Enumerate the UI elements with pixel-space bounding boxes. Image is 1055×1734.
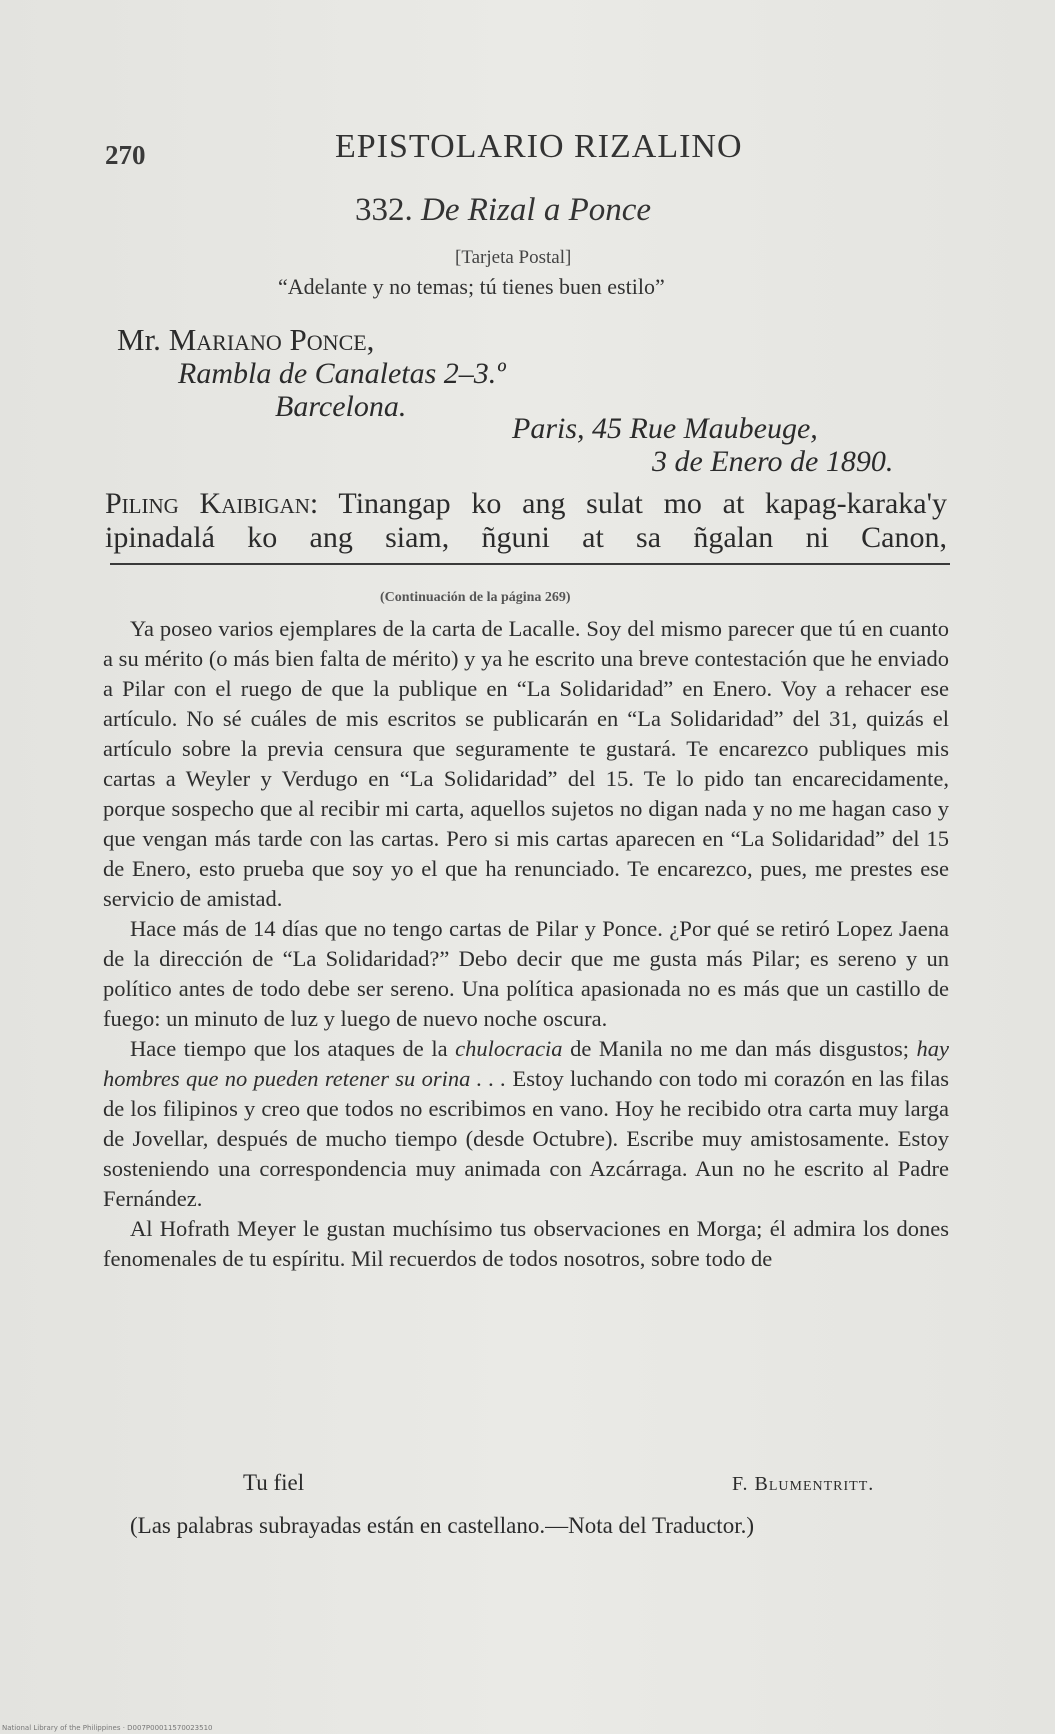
date-line: 3 de Enero de 1890. [652, 445, 894, 478]
signature: F. Blumentritt. [732, 1473, 875, 1495]
paragraph-3 [103, 1034, 949, 1214]
paragraph-4: Al Hofrath Meyer le gustan muchísimo tus observaciones en Morga; él admira los dones fenomenales de tu espíritu. Mil recuerdos de todos nosotros, sobre todo de [103, 1216, 949, 1271]
page-number: 270 [105, 140, 146, 170]
paragraph-3-text-b: de Manila no me dan más disgustos; [570, 1036, 909, 1061]
translator-note: (Las palabras subrayadas están en castellano.—Nota del Traductor.) [130, 1513, 754, 1538]
letter-number: 332. [355, 192, 413, 228]
paragraph-3-italic-b: hay hombres que no pueden retener su orina . . . [103, 1036, 950, 1091]
address-line-name [117, 322, 374, 358]
divider-rule [110, 563, 950, 565]
paragraph-3-text-a: Hace tiempo que los ataques de la [130, 1036, 448, 1061]
paragraph-3-italic-a: chulocracia [455, 1036, 563, 1061]
paragraph-1: Ya poseo varios ejemplares de la carta de Lacalle. Soy del mismo parecer que tú en cuanto a su mérito (o más bien falta de mérito) y ya he escrito una breve contestación que he enviado a Pilar con el ruego de que la publique en “La Solidaridad” en Enero. Voy a rehacer ese artículo. No sé cuáles de mis escritos se publicarán en “La Solidaridad” del 31, quizás el artículo sobre la previa censura que seguramente te gustará. Te encarezco publiques mis cartas a Weyler y Verdugo en “La Solidaridad” del 15. Te lo pido tan encarecidamente, porque sospecho que al recibir mi carta, aquellos sujetos no digan nada y no me hagan caso y que vengan más tarde con las cartas. Pero si mis cartas aparecen en “La Solidaridad” del 15 de Enero, esto prueba que soy yo el que ha renunciado. Te encarezco, pues, me prestes ese servicio de amistad. [103, 616, 949, 911]
letter-type: [Tarjeta Postal] [455, 247, 572, 268]
letter-heading [355, 192, 651, 229]
running-head: EPISTOLARIO RIZALINO [335, 128, 743, 165]
scan-footer: National Library of the Philippines · D007P00011570023510 [2, 1724, 213, 1732]
continuation-note: (Continuación de la página 269) [380, 590, 571, 605]
address-street: Rambla de Canaletas 2–3.º [178, 357, 506, 390]
closing: Tu fiel [243, 1470, 305, 1495]
tagalog-text: Tinangap ko ang sulat mo at kapag-karaka'y ipinadalá ko ang siam, ñguni at sa ñgalan ni Canon, [105, 487, 947, 554]
tagalog-salutation: Piling Kaibigan: [105, 487, 319, 520]
address-name: Mariano Ponce, [168, 322, 375, 357]
letter-title: De Rizal a Ponce [421, 192, 652, 228]
paragraph-2: Hace más de 14 días que no tengo cartas de Pilar y Ponce. ¿Por qué se retiró Lopez Jaena de la dirección de “La Solidaridad?” Debo decir que me gusta más Pilar; es sereno y un político antes de todo debe ser sereno. Una política apasionada no es más que un castillo de fuego: un minuto de luz y luego de nuevo noche oscura. [103, 916, 949, 1031]
place-line: Paris, 45 Rue Maubeuge, [512, 412, 818, 445]
letter-motto: “Adelante y no temas; tú tienes buen estilo” [278, 274, 665, 299]
paragraph-3-text-c: Estoy luchando con todo mi corazón en las filas de los filipinos y creo que todos no escribimos en vano. Hoy he recibido otra carta muy larga de Jovellar, después de mucho tiempo (desde Octubre). Escribe muy amistosamente. Estoy sosteniendo una correspondencia muy animada con Azcárraga. Aun no he escrito al Padre Fernández. [103, 1066, 950, 1211]
tagalog-paragraph [105, 487, 947, 555]
letter-body [103, 614, 949, 1274]
address-city: Barcelona. [275, 390, 407, 423]
address-prefix: Mr. [117, 322, 161, 357]
